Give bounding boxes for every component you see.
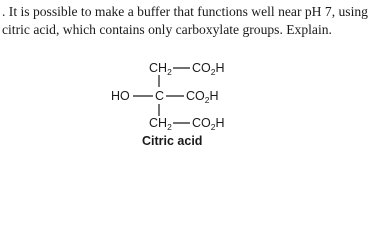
structure-caption: Citric acid <box>142 134 203 148</box>
top-co2h-group: $CO_2H$ <box>192 61 225 77</box>
question-line-1: . It is possible to make a buffer that functions well near pH 7, using <box>2 4 368 19</box>
question-line-2: citric acid, which contains only carboxylate groups. Explain. <box>2 22 332 37</box>
bottom-co2h-group: $CO_2H$ <box>192 116 225 132</box>
hydroxyl-group: HO <box>111 89 130 103</box>
central-carbon: C <box>155 89 165 103</box>
middle-co2h-group: $CO_2H$ <box>186 89 219 105</box>
top-ch2-group: $CH_2$ <box>149 61 172 77</box>
bottom-ch2-group: $CH_2$ <box>149 116 172 132</box>
